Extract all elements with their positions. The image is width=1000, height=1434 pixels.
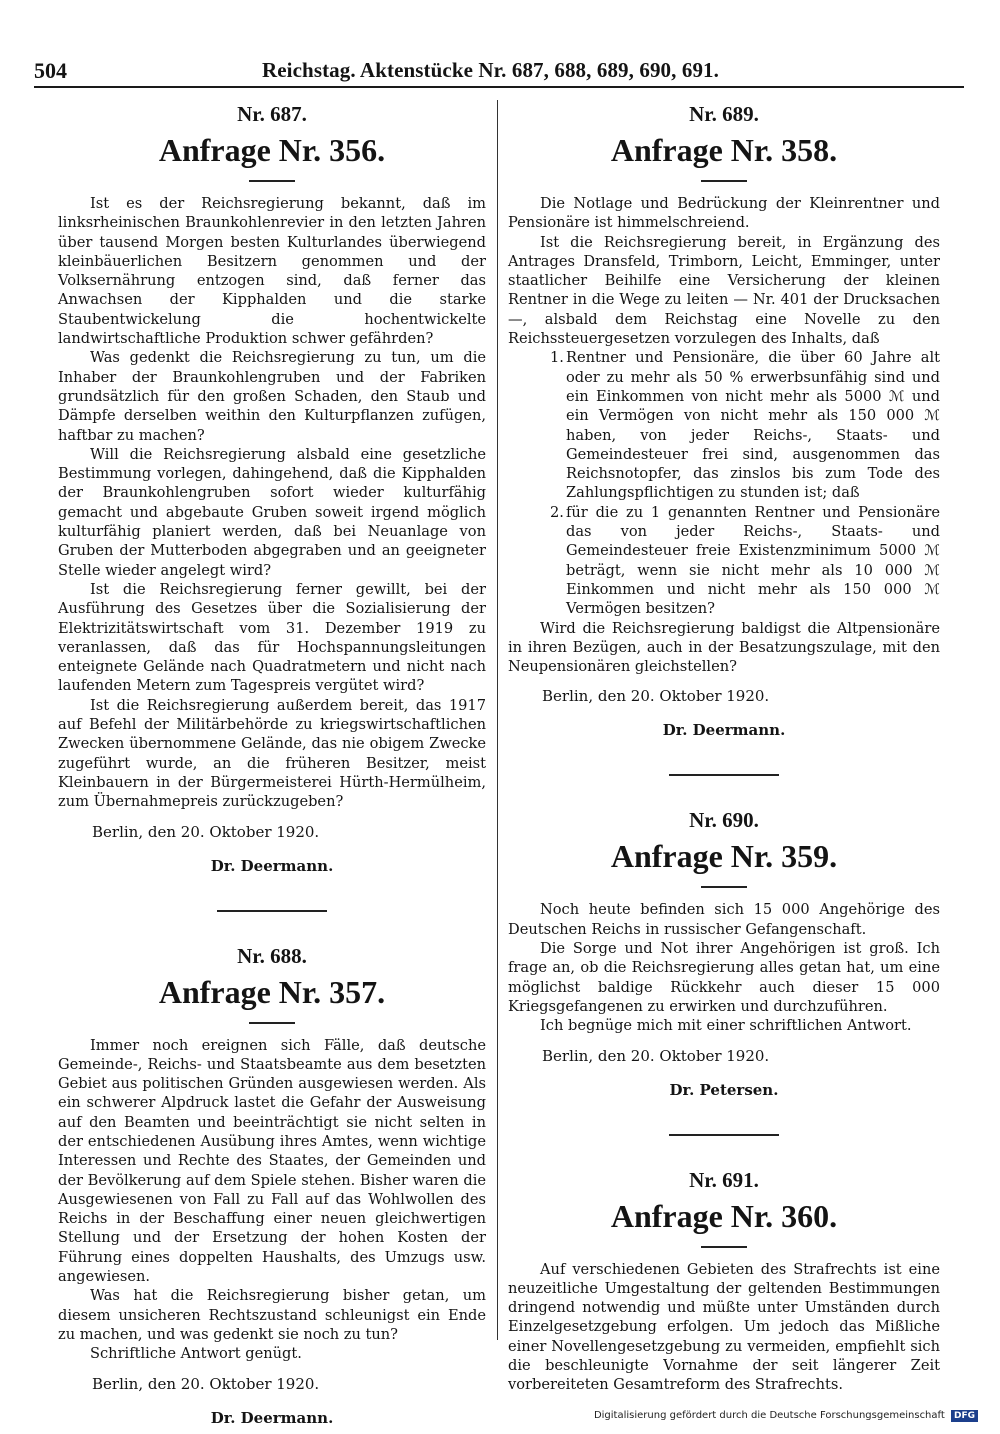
dateline: Berlin, den 20. Oktober 1920. (542, 687, 770, 706)
page-number: 504 (34, 58, 67, 83)
paragraph: Die Notlage und Bedrückung der Kleinrentner und Pensionäre ist himmelschreiend. (508, 195, 940, 232)
column-divider (497, 100, 498, 1340)
paragraph: Will die Reichsregierung alsbald eine gesetzliche Bestimmung vorlegen, dahingehend, daß die Kipphalden der Braunkohlengruben sofort wieder kulturfähig gemacht und abgebaute Gruben soweit irgend möglich kulturfähig planiert werden, daß bei Neuanlage von Gruben der Mutterboden abgegraben und an geeigneter Stelle wieder angelegt wird? (58, 445, 486, 579)
paragraph: Noch heute befinden sich 15 000 Angehörige des Deutschen Reichs in russischer Gefangenschaft. (508, 901, 940, 938)
paragraph: Auf verschiedenen Gebieten des Strafrechts ist eine neuzeitliche Umgestaltung der geltenden Bestimmungen dringend notwendig und müßte unter Umständen durch Einzelgesetzgebung erfolgen. Um jedoch das Mißliche einer Novellengesetzgebung zu vermeiden, empfiehlt sich die beschleunigte Vornahme der seit längerer Zeit vorbereiteten Gesamtreform des Strafrechts. (508, 1260, 940, 1394)
entry-number: Nr. 689. (689, 102, 759, 126)
left-column (58, 100, 486, 1428)
title-rule (249, 1022, 295, 1024)
list-item-text: für die zu 1 genannten Rentner und Pensionäre das von jeder Reichs-, Staats- und Gemeindesteuer freie Existenzminimum 5000 ℳ beträgt, wenn sie nicht mehr als 10 000 ℳ Einkommen und nicht mehr als 150 000 ℳ Vermögen besitzen? (566, 503, 940, 618)
paragraph: Was hat die Reichsregierung bisher getan, um diesem unsicheren Rechtszustand schleunigst ein Ende zu machen, und was gedenkt sie noch zu tun? (58, 1287, 486, 1343)
title-rule (701, 886, 747, 888)
entry-title: Anfrage Nr. 356. (158, 132, 386, 168)
running-head: Reichstag. Aktenstücke Nr. 687, 688, 689, 690, 691. (262, 58, 719, 82)
list-item (508, 348, 940, 502)
title-rule (701, 1246, 747, 1248)
signature: Dr. Petersen. (669, 1080, 779, 1099)
title-rule (701, 180, 747, 182)
paragraph: Schriftliche Antwort genügt. (90, 1345, 302, 1363)
signature: Dr. Deermann. (210, 1408, 334, 1427)
entry-title: Anfrage Nr. 358. (610, 132, 838, 168)
entry-number: Nr. 690. (689, 808, 759, 833)
entry-title: Anfrage Nr. 359. (610, 838, 838, 875)
paragraph: Was gedenkt die Reichsregierung zu tun, um die Inhaber der Braunkohlengruben und der Fabriken grundsätzlich für den großen Schaden, den Staub und Dämpfe derselben weithin den Kulturpflanzen zufügen, haftbar zu machen? (58, 349, 486, 444)
entry-title: Anfrage Nr. 360. (610, 1197, 838, 1234)
section-separator (669, 1134, 779, 1136)
list-item-number: 2. (550, 503, 564, 521)
entry-689 (508, 100, 940, 740)
entry-number: Nr. 687. (237, 102, 307, 126)
dateline: Berlin, den 20. Oktober 1920. (92, 822, 320, 841)
paragraph: Ist die Reichsregierung bereit, in Ergänzung des Antrages Dransfeld, Trimborn, Leicht, Emminger, unter staatlicher Beihilfe eine Versicherung der kleinen Rentner in die Wege zu leiten — Nr. 401 der Drucksachen —, alsbald dem Reichstag eine Novelle zu den Reichssteuergesetzen vorzulegen des Inhalts, daß (508, 233, 940, 348)
paragraph: Ist es der Reichsregierung bekannt, daß im linksrheinischen Braunkohlenrevier in den letzten Jahren über tausend Morgen besten Kulturlandes überwiegend kleinbäuerlichen Besitzern genommen und der Volksernährung entzogen sind, daß ferner das Anwachsen der Kipphalden und die starke Staubentwickelung die hochentwickelte landwirtschaftliche Produktion schwer gefährden? (58, 195, 486, 348)
dateline: Berlin, den 20. Oktober 1920. (542, 1046, 770, 1065)
entry-690 (508, 806, 940, 1099)
entry-687 (58, 100, 486, 876)
list-item-text: Rentner und Pensionäre, die über 60 Jahre alt oder zu mehr als 50 % erwerbsunfähig sind und ein Einkommen von nicht mehr als 5000 ℳ und ein Vermögen von nicht mehr als 150 000 ℳ haben, von jeder Reichs-, Staats- und Gemeindesteuer frei sind, ausgenommen das Reichsnotopfer, das zinslos bis zum Tode des Zahlungspflichtigen zu stunden ist; daß (566, 349, 940, 502)
right-column (508, 100, 940, 1395)
paragraph: Die Sorge und Not ihrer Angehörigen ist groß. Ich frage an, ob die Reichsregierung alles getan hat, um eine möglichst baldige Rückkehr auch dieser 15 000 Kriegsgefangenen zu erwirken und durchzuführen. (508, 940, 940, 1015)
entry-number: Nr. 691. (689, 1167, 759, 1192)
entry-title: Anfrage Nr. 357. (158, 973, 386, 1010)
footer-text: Digitalisierung gefördert durch die Deutsche Forschungsgemeinschaft (593, 1410, 945, 1421)
entry-691 (508, 1166, 940, 1395)
digitization-footer (594, 1410, 978, 1422)
paragraph: Ist die Reichsregierung außerdem bereit, das 1917 auf Befehl der Militärbehörde zu kriegswirtschaftlichen Zwecken übernommene Gelände, das nie obigem Zwecke zugeführt wurde, an die früheren Besitzer, meist Kleinbauern in der Bürgermeisterei Hürth-Hermülheim, zum Übernahmepreis zurückzugeben? (58, 696, 486, 811)
entry-688 (58, 942, 486, 1428)
paragraph: Ich begnüge mich mit einer schriftlichen Antwort. (540, 1017, 912, 1035)
page-header (34, 58, 964, 88)
entry-number: Nr. 688. (237, 943, 307, 968)
signature: Dr. Deermann. (210, 856, 334, 875)
dfg-logo-icon: DFG (951, 1410, 978, 1422)
list-item (508, 503, 940, 619)
signature: Dr. Deermann. (662, 721, 786, 740)
section-separator (669, 774, 779, 776)
paragraph: Ist die Reichsregierung ferner gewillt, bei der Ausführung des Gesetzes über die Sozialisierung der Elektrizitätswirtschaft vom 31. Dezember 1919 zu veranlassen, daß das für Hochspannungsleitungen enteignete Gelände nach Quadratmetern und nicht nach laufenden Metern zum Tagespreis vergütet wird? (58, 580, 486, 695)
paragraph: Wird die Reichsregierung baldigst die Altpensionäre in ihren Bezügen, auch in der Besatzungszulage, mit den Neupensionären gleichstellen? (508, 619, 940, 676)
title-rule (249, 180, 295, 182)
dateline: Berlin, den 20. Oktober 1920. (92, 1374, 320, 1393)
list-item-number: 1. (550, 349, 564, 367)
paragraph: Immer noch ereignen sich Fälle, daß deutsche Gemeinde-, Reichs- und Staatsbeamte aus dem besetzten Gebiet aus politischen Gründen ausgewiesen werden. Als ein schwerer Alpdruck lastet die Gefahr der Ausweisung auf den Beamten und beeinträchtigt sie nicht selten in der entschiedenen Ausübung ihres Amtes, wenn wichtige Interessen und Rechte des Staates, der Gemeinden und der Bevölkerung auf dem Spiele stehen. Bisher waren die Ausgewiesenen von Fall zu Fall auf das Wohlwollen des Reichs in der Beschaffung einer neuen gleichwertigen Stellung und der Ersetzung der hohen Kosten der Führung eines doppelten Haushalts, des Umzugs usw. angewiesen. (58, 1036, 486, 1286)
section-separator (217, 910, 327, 912)
